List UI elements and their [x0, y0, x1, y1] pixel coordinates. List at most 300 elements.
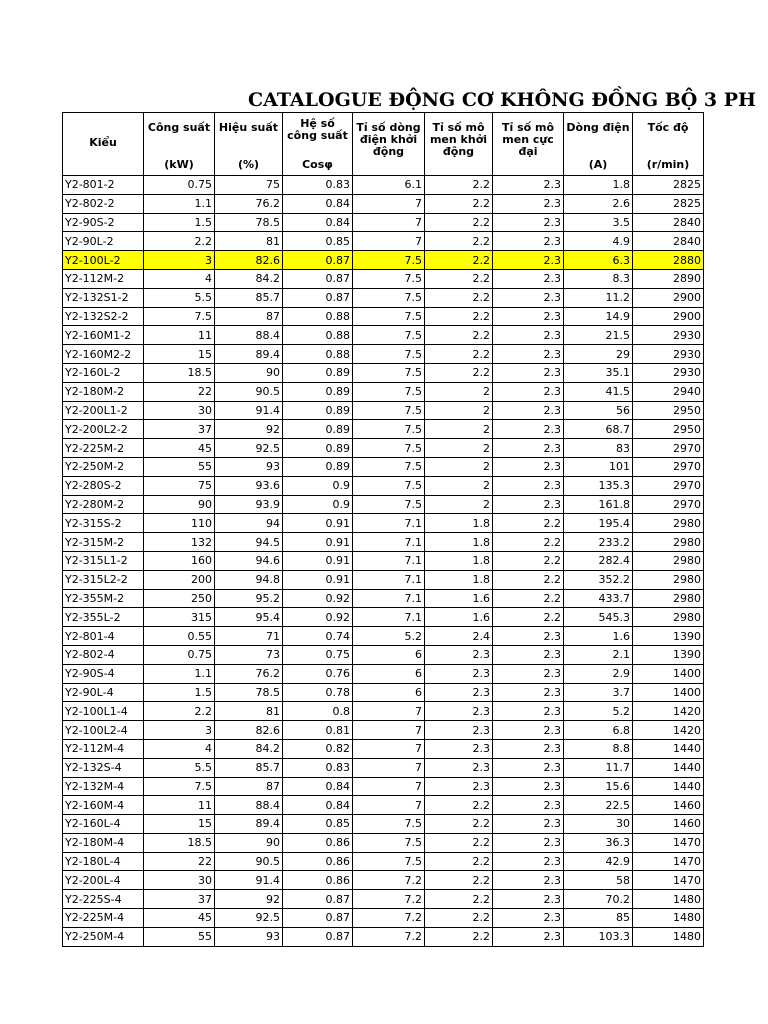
table-row[interactable]: [63, 495, 704, 514]
table-row[interactable]: [63, 401, 704, 420]
cell-max-torque-ratio[interactable]: 2.3: [493, 871, 564, 890]
cell-model[interactable]: Y2-180M-4: [63, 833, 144, 852]
cell-speed-rpm[interactable]: 2970: [633, 439, 704, 458]
cell-model[interactable]: Y2-132S2-2: [63, 307, 144, 326]
cell-max-torque-ratio[interactable]: 2.3: [493, 833, 564, 852]
cell-power-kw[interactable]: 1.5: [144, 683, 215, 702]
cell-start-torque-ratio[interactable]: 2.3: [425, 739, 493, 758]
cell-current-a[interactable]: 5.2: [564, 702, 633, 721]
cell-max-torque-ratio[interactable]: 2.3: [493, 457, 564, 476]
cell-power-kw[interactable]: 11: [144, 326, 215, 345]
table-row[interactable]: [63, 551, 704, 570]
cell-model[interactable]: Y2-355L-2: [63, 608, 144, 627]
cell-start-torque-ratio[interactable]: 2.2: [425, 251, 493, 270]
cell-max-torque-ratio[interactable]: 2.3: [493, 439, 564, 458]
cell-power-kw[interactable]: 200: [144, 570, 215, 589]
cell-start-current-ratio[interactable]: 7: [353, 739, 425, 758]
table-row[interactable]: [63, 420, 704, 439]
cell-power-factor[interactable]: 0.86: [283, 833, 353, 852]
cell-model[interactable]: Y2-355M-2: [63, 589, 144, 608]
cell-efficiency[interactable]: 93.9: [215, 495, 283, 514]
cell-power-kw[interactable]: 55: [144, 457, 215, 476]
cell-start-torque-ratio[interactable]: 2.2: [425, 213, 493, 232]
cell-max-torque-ratio[interactable]: 2.3: [493, 909, 564, 928]
table-row[interactable]: [63, 232, 704, 251]
cell-max-torque-ratio[interactable]: 2.2: [493, 551, 564, 570]
cell-start-current-ratio[interactable]: 7: [353, 796, 425, 815]
cell-model[interactable]: Y2-90S-4: [63, 664, 144, 683]
cell-max-torque-ratio[interactable]: 2.3: [493, 251, 564, 270]
cell-model[interactable]: Y2-280S-2: [63, 476, 144, 495]
cell-start-current-ratio[interactable]: 7.5: [353, 345, 425, 364]
cell-start-current-ratio[interactable]: 5.2: [353, 627, 425, 646]
cell-power-kw[interactable]: 55: [144, 927, 215, 946]
cell-current-a[interactable]: 22.5: [564, 796, 633, 815]
cell-speed-rpm[interactable]: 1470: [633, 833, 704, 852]
cell-power-factor[interactable]: 0.84: [283, 796, 353, 815]
cell-efficiency[interactable]: 89.4: [215, 815, 283, 834]
cell-start-torque-ratio[interactable]: 2.2: [425, 269, 493, 288]
cell-current-a[interactable]: 85: [564, 909, 633, 928]
cell-start-torque-ratio[interactable]: 2.2: [425, 833, 493, 852]
table-row[interactable]: [63, 570, 704, 589]
cell-efficiency[interactable]: 94: [215, 514, 283, 533]
table-row[interactable]: [63, 194, 704, 213]
cell-model[interactable]: Y2-100L2-4: [63, 721, 144, 740]
cell-start-torque-ratio[interactable]: 1.8: [425, 533, 493, 552]
cell-start-current-ratio[interactable]: 7: [353, 777, 425, 796]
cell-efficiency[interactable]: 90: [215, 363, 283, 382]
cell-speed-rpm[interactable]: 1480: [633, 909, 704, 928]
cell-model[interactable]: Y2-160L-2: [63, 363, 144, 382]
cell-power-factor[interactable]: 0.86: [283, 852, 353, 871]
cell-power-factor[interactable]: 0.8: [283, 702, 353, 721]
cell-start-torque-ratio[interactable]: 2.3: [425, 664, 493, 683]
cell-efficiency[interactable]: 76.2: [215, 664, 283, 683]
table-row[interactable]: [63, 909, 704, 928]
table-row[interactable]: [63, 627, 704, 646]
cell-model[interactable]: Y2-160M-4: [63, 796, 144, 815]
cell-start-torque-ratio[interactable]: 2.2: [425, 815, 493, 834]
cell-start-torque-ratio[interactable]: 2.2: [425, 363, 493, 382]
cell-model[interactable]: Y2-180L-4: [63, 852, 144, 871]
cell-max-torque-ratio[interactable]: 2.3: [493, 326, 564, 345]
cell-power-kw[interactable]: 11: [144, 796, 215, 815]
cell-start-torque-ratio[interactable]: 1.8: [425, 514, 493, 533]
cell-efficiency[interactable]: 78.5: [215, 213, 283, 232]
cell-start-current-ratio[interactable]: 7: [353, 232, 425, 251]
cell-power-kw[interactable]: 0.55: [144, 627, 215, 646]
header-cell-speed[interactable]: [633, 113, 704, 176]
cell-power-kw[interactable]: 2.2: [144, 702, 215, 721]
cell-power-factor[interactable]: 0.85: [283, 815, 353, 834]
cell-start-current-ratio[interactable]: 7.5: [353, 288, 425, 307]
cell-efficiency[interactable]: 93.6: [215, 476, 283, 495]
cell-speed-rpm[interactable]: 2980: [633, 533, 704, 552]
cell-current-a[interactable]: 11.2: [564, 288, 633, 307]
cell-max-torque-ratio[interactable]: 2.3: [493, 777, 564, 796]
cell-start-torque-ratio[interactable]: 2.3: [425, 702, 493, 721]
cell-max-torque-ratio[interactable]: 2.3: [493, 476, 564, 495]
cell-power-factor[interactable]: 0.87: [283, 890, 353, 909]
cell-power-factor[interactable]: 0.76: [283, 664, 353, 683]
cell-power-factor[interactable]: 0.74: [283, 627, 353, 646]
cell-speed-rpm[interactable]: 2825: [633, 194, 704, 213]
cell-current-a[interactable]: 68.7: [564, 420, 633, 439]
cell-model[interactable]: Y2-250M-2: [63, 457, 144, 476]
table-row[interactable]: [63, 345, 704, 364]
cell-start-current-ratio[interactable]: 6: [353, 664, 425, 683]
cell-power-kw[interactable]: 3: [144, 251, 215, 270]
cell-efficiency[interactable]: 85.7: [215, 758, 283, 777]
cell-max-torque-ratio[interactable]: 2.3: [493, 758, 564, 777]
cell-max-torque-ratio[interactable]: 2.3: [493, 420, 564, 439]
cell-max-torque-ratio[interactable]: 2.2: [493, 533, 564, 552]
cell-efficiency[interactable]: 92.5: [215, 439, 283, 458]
cell-efficiency[interactable]: 75: [215, 176, 283, 195]
cell-current-a[interactable]: 195.4: [564, 514, 633, 533]
cell-current-a[interactable]: 233.2: [564, 533, 633, 552]
cell-power-factor[interactable]: 0.89: [283, 401, 353, 420]
cell-start-current-ratio[interactable]: 7.5: [353, 326, 425, 345]
cell-model[interactable]: Y2-90L-2: [63, 232, 144, 251]
cell-power-factor[interactable]: 0.91: [283, 514, 353, 533]
cell-current-a[interactable]: 8.3: [564, 269, 633, 288]
cell-model[interactable]: Y2-280M-2: [63, 495, 144, 514]
header-cell-starting-torque-ratio[interactable]: [425, 113, 493, 176]
cell-efficiency[interactable]: 92: [215, 420, 283, 439]
cell-start-current-ratio[interactable]: 7.2: [353, 909, 425, 928]
cell-start-current-ratio[interactable]: 7.5: [353, 852, 425, 871]
cell-speed-rpm[interactable]: 1480: [633, 890, 704, 909]
cell-start-current-ratio[interactable]: 7.1: [353, 533, 425, 552]
cell-model[interactable]: Y2-132S1-2: [63, 288, 144, 307]
cell-speed-rpm[interactable]: 2980: [633, 551, 704, 570]
cell-efficiency[interactable]: 93: [215, 457, 283, 476]
cell-start-torque-ratio[interactable]: 2: [425, 401, 493, 420]
cell-speed-rpm[interactable]: 1440: [633, 758, 704, 777]
cell-start-torque-ratio[interactable]: 1.8: [425, 551, 493, 570]
cell-max-torque-ratio[interactable]: 2.3: [493, 401, 564, 420]
cell-model[interactable]: Y2-200L-4: [63, 871, 144, 890]
cell-start-current-ratio[interactable]: 6: [353, 683, 425, 702]
cell-power-kw[interactable]: 15: [144, 815, 215, 834]
cell-power-factor[interactable]: 0.84: [283, 777, 353, 796]
cell-power-kw[interactable]: 315: [144, 608, 215, 627]
table-row[interactable]: [63, 363, 704, 382]
cell-start-current-ratio[interactable]: 7: [353, 758, 425, 777]
cell-efficiency[interactable]: 88.4: [215, 326, 283, 345]
cell-current-a[interactable]: 11.7: [564, 758, 633, 777]
cell-speed-rpm[interactable]: 2970: [633, 457, 704, 476]
cell-start-current-ratio[interactable]: 7.1: [353, 551, 425, 570]
cell-start-current-ratio[interactable]: 7.5: [353, 420, 425, 439]
cell-start-torque-ratio[interactable]: 2.3: [425, 645, 493, 664]
cell-model[interactable]: Y2-801-4: [63, 627, 144, 646]
table-row[interactable]: [63, 533, 704, 552]
cell-speed-rpm[interactable]: 1400: [633, 683, 704, 702]
cell-max-torque-ratio[interactable]: 2.3: [493, 852, 564, 871]
cell-speed-rpm[interactable]: 1390: [633, 645, 704, 664]
cell-efficiency[interactable]: 87: [215, 307, 283, 326]
cell-model[interactable]: Y2-801-2: [63, 176, 144, 195]
cell-max-torque-ratio[interactable]: 2.3: [493, 288, 564, 307]
cell-start-current-ratio[interactable]: 7.1: [353, 589, 425, 608]
cell-power-factor[interactable]: 0.85: [283, 232, 353, 251]
cell-current-a[interactable]: 70.2: [564, 890, 633, 909]
cell-start-torque-ratio[interactable]: 2.3: [425, 758, 493, 777]
cell-power-factor[interactable]: 0.91: [283, 570, 353, 589]
cell-power-factor[interactable]: 0.89: [283, 457, 353, 476]
cell-model[interactable]: Y2-112M-2: [63, 269, 144, 288]
cell-power-kw[interactable]: 0.75: [144, 176, 215, 195]
cell-speed-rpm[interactable]: 2930: [633, 345, 704, 364]
cell-power-kw[interactable]: 3: [144, 721, 215, 740]
cell-power-kw[interactable]: 1.5: [144, 213, 215, 232]
cell-start-torque-ratio[interactable]: 1.8: [425, 570, 493, 589]
cell-power-kw[interactable]: 30: [144, 401, 215, 420]
header-cell-efficiency[interactable]: [215, 113, 283, 176]
cell-max-torque-ratio[interactable]: 2.2: [493, 608, 564, 627]
cell-efficiency[interactable]: 92: [215, 890, 283, 909]
cell-current-a[interactable]: 2.9: [564, 664, 633, 683]
cell-max-torque-ratio[interactable]: 2.3: [493, 213, 564, 232]
cell-model[interactable]: Y2-315S-2: [63, 514, 144, 533]
cell-power-kw[interactable]: 22: [144, 382, 215, 401]
cell-speed-rpm[interactable]: 2970: [633, 495, 704, 514]
header-cell-starting-current-ratio[interactable]: [353, 113, 425, 176]
cell-current-a[interactable]: 2.6: [564, 194, 633, 213]
cell-start-current-ratio[interactable]: 7.1: [353, 514, 425, 533]
cell-power-kw[interactable]: 15: [144, 345, 215, 364]
cell-power-factor[interactable]: 0.88: [283, 345, 353, 364]
cell-speed-rpm[interactable]: 2950: [633, 401, 704, 420]
cell-speed-rpm[interactable]: 2980: [633, 589, 704, 608]
cell-current-a[interactable]: 103.3: [564, 927, 633, 946]
cell-start-current-ratio[interactable]: 7.5: [353, 476, 425, 495]
cell-efficiency[interactable]: 94.6: [215, 551, 283, 570]
cell-current-a[interactable]: 14.9: [564, 307, 633, 326]
cell-start-torque-ratio[interactable]: 2.2: [425, 890, 493, 909]
cell-speed-rpm[interactable]: 2900: [633, 307, 704, 326]
cell-power-kw[interactable]: 37: [144, 420, 215, 439]
cell-current-a[interactable]: 29: [564, 345, 633, 364]
table-row[interactable]: [63, 251, 704, 270]
cell-max-torque-ratio[interactable]: 2.3: [493, 683, 564, 702]
cell-power-kw[interactable]: 7.5: [144, 777, 215, 796]
cell-efficiency[interactable]: 82.6: [215, 251, 283, 270]
cell-max-torque-ratio[interactable]: 2.2: [493, 570, 564, 589]
cell-speed-rpm[interactable]: 2930: [633, 326, 704, 345]
cell-speed-rpm[interactable]: 1440: [633, 739, 704, 758]
cell-speed-rpm[interactable]: 2980: [633, 514, 704, 533]
cell-power-kw[interactable]: 1.1: [144, 194, 215, 213]
cell-power-factor[interactable]: 0.87: [283, 927, 353, 946]
cell-efficiency[interactable]: 93: [215, 927, 283, 946]
cell-start-current-ratio[interactable]: 7.2: [353, 927, 425, 946]
cell-model[interactable]: Y2-225M-4: [63, 909, 144, 928]
cell-start-torque-ratio[interactable]: 2.3: [425, 777, 493, 796]
cell-model[interactable]: Y2-100L1-4: [63, 702, 144, 721]
cell-model[interactable]: Y2-112M-4: [63, 739, 144, 758]
cell-efficiency[interactable]: 84.2: [215, 739, 283, 758]
cell-model[interactable]: Y2-225S-4: [63, 890, 144, 909]
cell-efficiency[interactable]: 89.4: [215, 345, 283, 364]
cell-power-kw[interactable]: 0.75: [144, 645, 215, 664]
cell-power-factor[interactable]: 0.91: [283, 533, 353, 552]
header-cell-current[interactable]: [564, 113, 633, 176]
cell-power-factor[interactable]: 0.84: [283, 213, 353, 232]
table-row[interactable]: [63, 664, 704, 683]
cell-speed-rpm[interactable]: 1390: [633, 627, 704, 646]
cell-current-a[interactable]: 41.5: [564, 382, 633, 401]
cell-power-kw[interactable]: 250: [144, 589, 215, 608]
cell-max-torque-ratio[interactable]: 2.3: [493, 194, 564, 213]
cell-power-factor[interactable]: 0.83: [283, 758, 353, 777]
cell-max-torque-ratio[interactable]: 2.2: [493, 589, 564, 608]
table-row[interactable]: [63, 476, 704, 495]
cell-start-torque-ratio[interactable]: 2.2: [425, 326, 493, 345]
cell-start-current-ratio[interactable]: 7: [353, 213, 425, 232]
cell-current-a[interactable]: 101: [564, 457, 633, 476]
table-row[interactable]: [63, 382, 704, 401]
cell-speed-rpm[interactable]: 1460: [633, 796, 704, 815]
cell-current-a[interactable]: 15.6: [564, 777, 633, 796]
table-row[interactable]: [63, 739, 704, 758]
cell-power-factor[interactable]: 0.91: [283, 551, 353, 570]
cell-start-torque-ratio[interactable]: 1.6: [425, 589, 493, 608]
cell-start-torque-ratio[interactable]: 2.2: [425, 927, 493, 946]
cell-efficiency[interactable]: 87: [215, 777, 283, 796]
cell-power-factor[interactable]: 0.89: [283, 439, 353, 458]
cell-model[interactable]: Y2-315L1-2: [63, 551, 144, 570]
cell-max-torque-ratio[interactable]: 2.3: [493, 345, 564, 364]
cell-start-current-ratio[interactable]: 7.2: [353, 890, 425, 909]
cell-start-current-ratio[interactable]: 7.5: [353, 457, 425, 476]
cell-start-current-ratio[interactable]: 7: [353, 194, 425, 213]
table-row[interactable]: [63, 721, 704, 740]
cell-start-torque-ratio[interactable]: 2: [425, 420, 493, 439]
cell-max-torque-ratio[interactable]: 2.3: [493, 927, 564, 946]
cell-efficiency[interactable]: 85.7: [215, 288, 283, 307]
table-row[interactable]: [63, 852, 704, 871]
table-row[interactable]: [63, 645, 704, 664]
cell-start-torque-ratio[interactable]: 2.4: [425, 627, 493, 646]
table-row[interactable]: [63, 176, 704, 195]
table-row[interactable]: [63, 702, 704, 721]
cell-current-a[interactable]: 6.3: [564, 251, 633, 270]
cell-efficiency[interactable]: 95.4: [215, 608, 283, 627]
cell-model[interactable]: Y2-802-2: [63, 194, 144, 213]
cell-speed-rpm[interactable]: 1420: [633, 702, 704, 721]
cell-current-a[interactable]: 4.9: [564, 232, 633, 251]
cell-speed-rpm[interactable]: 1400: [633, 664, 704, 683]
cell-current-a[interactable]: 3.5: [564, 213, 633, 232]
cell-model[interactable]: Y2-315M-2: [63, 533, 144, 552]
cell-power-kw[interactable]: 18.5: [144, 833, 215, 852]
cell-model[interactable]: Y2-225M-2: [63, 439, 144, 458]
table-row[interactable]: [63, 890, 704, 909]
cell-efficiency[interactable]: 90.5: [215, 852, 283, 871]
table-row[interactable]: [63, 269, 704, 288]
cell-start-torque-ratio[interactable]: 2.2: [425, 909, 493, 928]
cell-start-torque-ratio[interactable]: 2.2: [425, 345, 493, 364]
cell-power-factor[interactable]: 0.84: [283, 194, 353, 213]
cell-max-torque-ratio[interactable]: 2.3: [493, 627, 564, 646]
cell-power-factor[interactable]: 0.87: [283, 288, 353, 307]
cell-power-kw[interactable]: 90: [144, 495, 215, 514]
cell-efficiency[interactable]: 81: [215, 232, 283, 251]
cell-speed-rpm[interactable]: 1470: [633, 871, 704, 890]
cell-speed-rpm[interactable]: 2840: [633, 232, 704, 251]
cell-start-current-ratio[interactable]: 7.1: [353, 608, 425, 627]
cell-power-kw[interactable]: 4: [144, 739, 215, 758]
cell-model[interactable]: Y2-250M-4: [63, 927, 144, 946]
cell-speed-rpm[interactable]: 1480: [633, 927, 704, 946]
cell-start-current-ratio[interactable]: 7.5: [353, 363, 425, 382]
cell-efficiency[interactable]: 92.5: [215, 909, 283, 928]
cell-max-torque-ratio[interactable]: 2.3: [493, 307, 564, 326]
cell-model[interactable]: Y2-100L-2: [63, 251, 144, 270]
cell-power-kw[interactable]: 160: [144, 551, 215, 570]
cell-efficiency[interactable]: 73: [215, 645, 283, 664]
cell-current-a[interactable]: 545.3: [564, 608, 633, 627]
cell-efficiency[interactable]: 95.2: [215, 589, 283, 608]
cell-efficiency[interactable]: 84.2: [215, 269, 283, 288]
cell-start-torque-ratio[interactable]: 2: [425, 495, 493, 514]
cell-model[interactable]: Y2-180M-2: [63, 382, 144, 401]
cell-current-a[interactable]: 282.4: [564, 551, 633, 570]
cell-model[interactable]: Y2-160M1-2: [63, 326, 144, 345]
cell-current-a[interactable]: 35.1: [564, 363, 633, 382]
table-row[interactable]: [63, 833, 704, 852]
cell-start-current-ratio[interactable]: 7.5: [353, 382, 425, 401]
cell-power-kw[interactable]: 5.5: [144, 288, 215, 307]
cell-max-torque-ratio[interactable]: 2.3: [493, 721, 564, 740]
cell-start-current-ratio[interactable]: 6: [353, 645, 425, 664]
table-row[interactable]: [63, 871, 704, 890]
cell-max-torque-ratio[interactable]: 2.3: [493, 176, 564, 195]
cell-current-a[interactable]: 433.7: [564, 589, 633, 608]
table-row[interactable]: [63, 288, 704, 307]
cell-power-kw[interactable]: 110: [144, 514, 215, 533]
cell-model[interactable]: Y2-132S-4: [63, 758, 144, 777]
cell-model[interactable]: Y2-200L1-2: [63, 401, 144, 420]
cell-power-factor[interactable]: 0.88: [283, 307, 353, 326]
cell-efficiency[interactable]: 82.6: [215, 721, 283, 740]
cell-max-torque-ratio[interactable]: 2.3: [493, 739, 564, 758]
cell-start-current-ratio[interactable]: 7.2: [353, 871, 425, 890]
cell-current-a[interactable]: 8.8: [564, 739, 633, 758]
cell-start-current-ratio[interactable]: 7.5: [353, 251, 425, 270]
cell-power-factor[interactable]: 0.78: [283, 683, 353, 702]
cell-max-torque-ratio[interactable]: 2.3: [493, 382, 564, 401]
cell-current-a[interactable]: 6.8: [564, 721, 633, 740]
cell-max-torque-ratio[interactable]: 2.3: [493, 664, 564, 683]
cell-speed-rpm[interactable]: 2970: [633, 476, 704, 495]
cell-start-current-ratio[interactable]: 7.5: [353, 495, 425, 514]
cell-efficiency[interactable]: 91.4: [215, 401, 283, 420]
cell-speed-rpm[interactable]: 2890: [633, 269, 704, 288]
cell-efficiency[interactable]: 88.4: [215, 796, 283, 815]
cell-model[interactable]: Y2-132M-4: [63, 777, 144, 796]
cell-speed-rpm[interactable]: 2980: [633, 570, 704, 589]
cell-speed-rpm[interactable]: 1470: [633, 852, 704, 871]
cell-max-torque-ratio[interactable]: 2.3: [493, 232, 564, 251]
cell-speed-rpm[interactable]: 1460: [633, 815, 704, 834]
cell-current-a[interactable]: 36.3: [564, 833, 633, 852]
cell-max-torque-ratio[interactable]: 2.3: [493, 363, 564, 382]
